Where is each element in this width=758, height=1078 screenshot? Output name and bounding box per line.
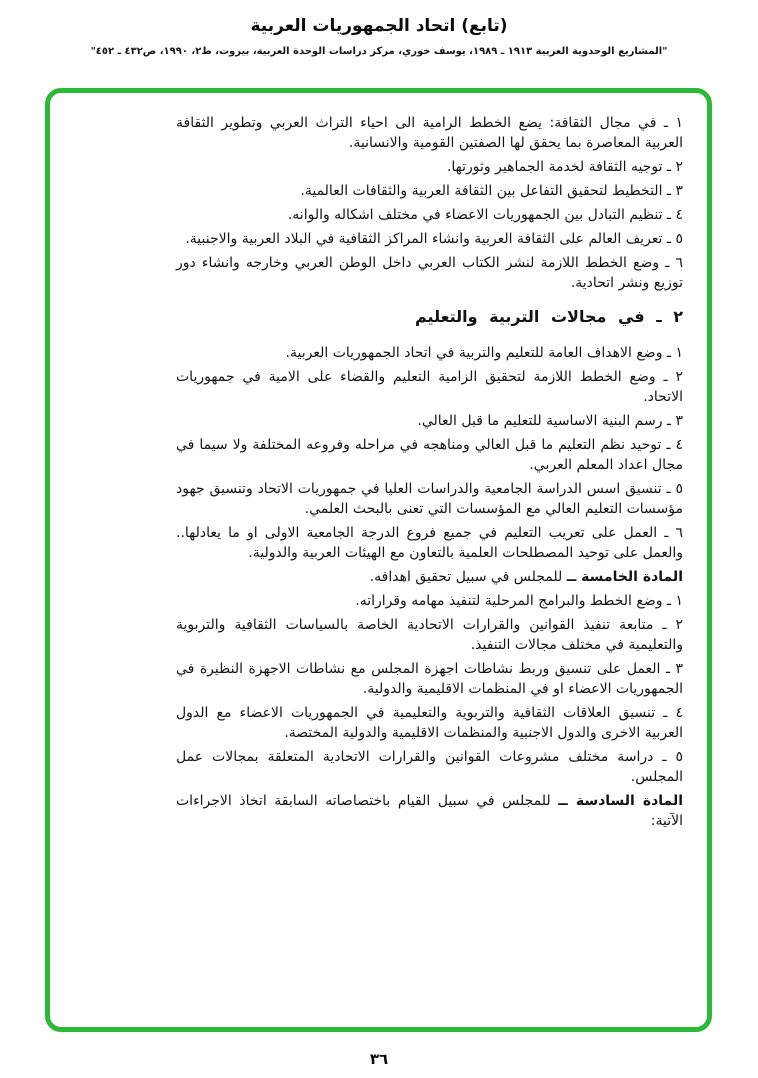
source-citation: "المشاريع الوحدوية العربية ١٩١٣ ـ ١٩٨٩، يوسف خوري، مركز دراسات الوحدة العربية، بيروت، ط٢، ١٩٩٠، ص٤٣٢ ـ ٤٥٢" [90,46,668,57]
numbered-item: ١ ـ وضع الخطط والبرامج المرحلية لتنفيذ مهامه وقراراته. [355,593,683,609]
article-paragraph [176,567,683,587]
numbered-item: ٤ ـ توحيد نظم التعليم ما قبل العالي ومناهجه في مراحله وفروعه المختلفة ولا سيما في مجال اعداد المعلم العربي. [176,437,683,473]
article-text: للمجلس في سبيل القيام باختصاصاته السابقة اتخاذ الاجراءات الآتية: [176,793,683,829]
numbered-item: ٣ ـ العمل على تنسيق وربط نشاطات اجهزة المجلس مع نشاطات الاجهزة النظيرة في الجمهوريات الاعضاء او في المنظمات الاقليمية والدولية. [176,661,683,697]
article-lead: المادة السادسة ــ [558,793,684,809]
numbered-item: ٦ ـ وضع الخطط اللازمة لنشر الكتاب العربي داخل الوطن العربي وخارجه وانشاء دور توزيع ونشر اتحادية. [176,255,683,291]
document-body [176,113,683,831]
numbered-item: ٤ ـ تنسيق العلاقات الثقافية والتربوية والتعليمية في الجمهوريات الاعضاء مع الدول العربية الاخرى والدول الاجنبية والمنظمات الاقليمية والدولية المختصة. [176,705,683,741]
content-border-box [45,88,712,1032]
page-footer [0,1049,758,1068]
article-paragraph [176,791,683,831]
numbered-item: ٥ ـ تنسيق اسس الدراسة الجامعية والدراسات العليا في جمهوريات الاتحاد وتنسيق جهود مؤسسات التعليم العالي مع المؤسسات التي تعنى بالبحث العلمي. [176,481,683,517]
numbered-item: ٦ ـ العمل على تعريب التعليم في جميع فروع الدرجة الجامعية الاولى او ما يعادلها.. والعمل على توحيد المصطلحات العلمية بالتعاون مع الهيئات العربية والدولية. [176,525,683,561]
numbered-item: ١ ـ في مجال الثقافة: يضع الخطط الرامية الى احياء التراث العربي وتطوير الثقافة العربية المعاصرة بما يحقق لها الصفتين القومية والانسانية. [176,115,683,151]
page-header [0,0,758,57]
numbered-item: ٢ ـ وضع الخطط اللازمة لتحقيق الزامية التعليم والقضاء على الامية في جمهوريات الاتحاد. [176,369,683,405]
numbered-item: ٥ ـ دراسة مختلف مشروعات القوانين والقرارات الاتحادية المتعلقة بمجالات عمل المجلس. [176,749,683,785]
page-number: ٣٦ [369,1050,389,1068]
numbered-item: ٤ ـ تنظيم التبادل بين الجمهوريات الاعضاء في مختلف اشكاله والوانه. [287,207,683,223]
article-lead: المادة الخامسة ــ [566,569,683,585]
section-heading: ٢ ـ في مجالات التربية والتعليم [414,307,683,326]
numbered-item: ٢ ـ متابعة تنفيذ القوانين والقرارات الاتحادية الخاصة بالسياسات الثقافية والتربوية والتعليمية في مختلف مجالات التنفيذ. [176,617,683,653]
numbered-item: ١ ـ وضع الاهداف العامة للتعليم والتربية في اتحاد الجمهوريات العربية. [285,345,683,361]
numbered-item: ٥ ـ تعريف العالم على الثقافة العربية وانشاء المراكز الثقافية في البلاد العربية والاجنبية. [185,231,683,247]
numbered-item: ٢ ـ توجيه الثقافة لخدمة الجماهير وثورتها. [446,159,683,175]
numbered-item: ٣ ـ رسم البنية الاساسية للتعليم ما قبل العالي. [417,413,683,429]
document-title: (تابع) اتحاد الجمهوريات العربية [250,16,508,36]
numbered-item: ٣ ـ التخطيط لتحقيق التفاعل بين الثقافة العربية والثقافات العالمية. [300,183,683,199]
article-text: للمجلس في سبيل تحقيق اهدافه. [369,569,563,585]
